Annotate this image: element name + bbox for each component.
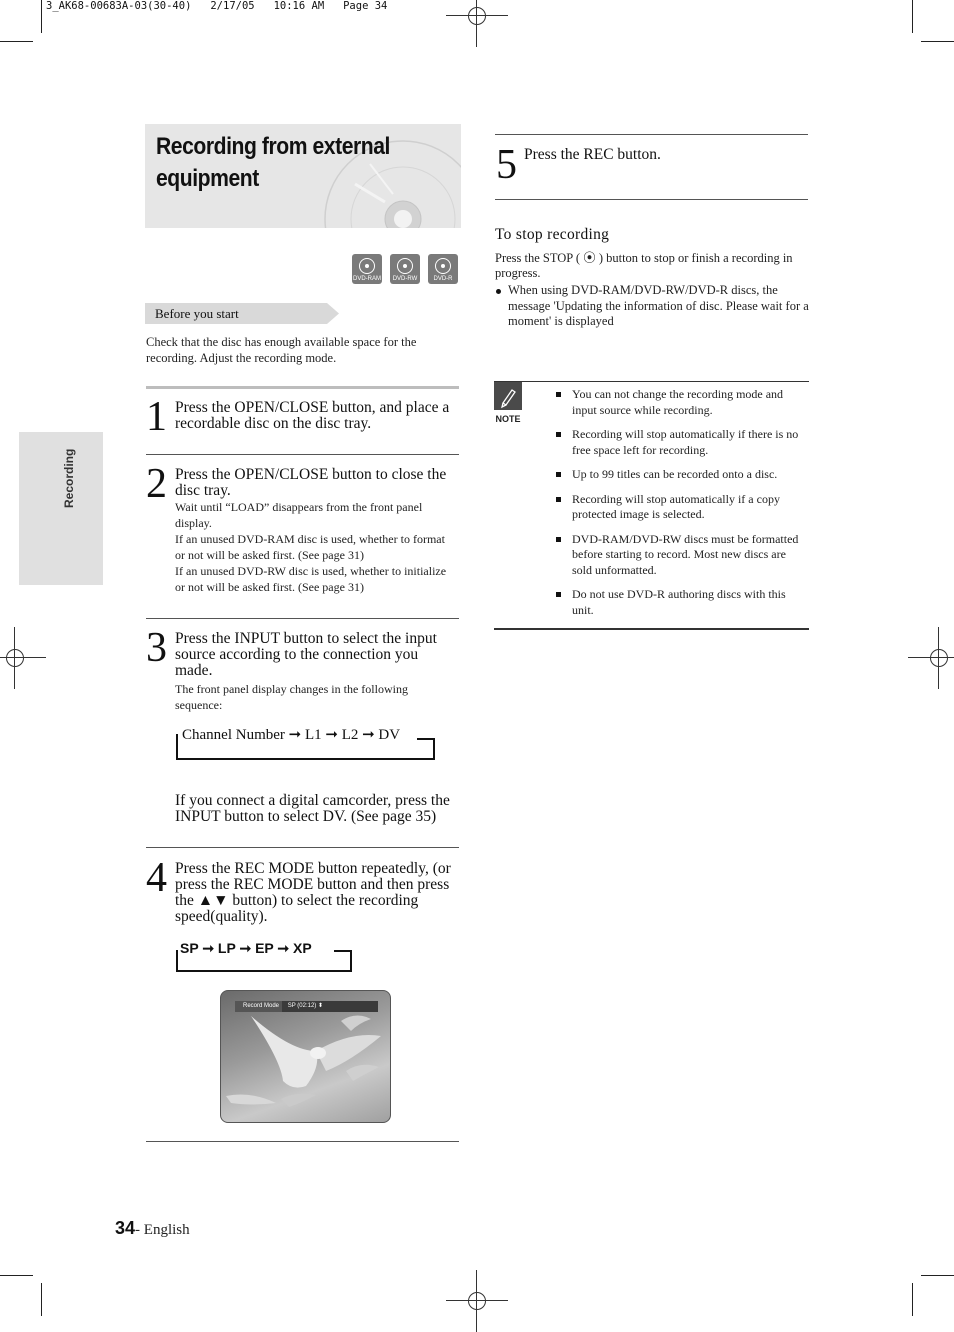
- note-icon: [494, 382, 522, 410]
- side-tab: [19, 432, 103, 585]
- step-body: If an unused DVD-RAM disc is used, whether to format or not will be asked first. (See page 31): [175, 532, 445, 562]
- note-list: [555, 387, 807, 627]
- step-5: [524, 147, 806, 163]
- step-1: [175, 400, 457, 432]
- registration-mark: [460, 1284, 494, 1318]
- tv-screen-thumbnail: [220, 990, 391, 1123]
- step-body: The front panel display changes in the following sequence:: [175, 682, 408, 712]
- crop-mark: [912, 1283, 913, 1316]
- section-divider: [146, 454, 459, 455]
- section-divider: [146, 618, 459, 619]
- step-number: 5: [496, 142, 517, 188]
- note-item: Do not use DVD-R authoring discs with this unit.: [555, 587, 807, 618]
- crop-mark: [0, 1275, 33, 1276]
- step-number: 1: [146, 394, 167, 440]
- dvd-rw-label: DVD-RW: [392, 276, 418, 282]
- note-item: You can not change the recording mode and input source while recording.: [555, 387, 807, 418]
- page-title-line2: equipment: [156, 165, 259, 192]
- note-item: Recording will stop automatically if a copy protected image is selected.: [555, 492, 807, 523]
- step-number: 2: [146, 461, 167, 507]
- note-item: Up to 99 titles can be recorded onto a disc.: [555, 467, 807, 483]
- side-tab-label: Recording: [62, 448, 76, 508]
- stop-recording-bullet: When using DVD-RAM/DVD-RW/DVD-R discs, the message 'Updating the information of disc. Please wait for a moment' is displayed: [508, 283, 809, 328]
- stop-bullet-dot: [496, 289, 501, 294]
- section-divider: [146, 847, 459, 848]
- before-you-start-label: Before you start: [155, 306, 239, 321]
- rec-mode-sequence-text: SP ➞ LP ➞ EP ➞ XP: [178, 939, 316, 957]
- record-mode-osd: [235, 1001, 378, 1012]
- page-number: 34: [115, 1218, 136, 1238]
- crop-mark: [41, 0, 42, 33]
- step-heading: Press the OPEN/CLOSE button to close the disc tray.: [175, 466, 447, 499]
- record-mode-osd-value: SP (02:12) ⬍: [287, 1003, 323, 1009]
- crop-mark: [41, 1283, 42, 1316]
- step-heading: Press the OPEN/CLOSE button, and place a recordable disc on the disc tray.: [175, 399, 450, 432]
- pencil-icon: [494, 382, 522, 410]
- step-4: [175, 861, 457, 925]
- section-divider: [495, 134, 808, 135]
- step-3-extra: If you connect a digital camcorder, press the INPUT button to select DV. (See page 35): [175, 792, 450, 825]
- registration-mark: [0, 641, 32, 675]
- section-divider: [146, 1141, 459, 1142]
- note-bottom-rule: [494, 628, 809, 630]
- step-heading: Press the REC MODE button repeatedly, (or press the REC MODE button and then press the ▲▼ button) to select the recording speed(quality).: [175, 860, 451, 925]
- crop-mark: [0, 41, 33, 42]
- input-sequence-text: Channel Number ➞ L1 ➞ L2 ➞ DV: [180, 726, 404, 744]
- rec-mode-sequence-box-top-right: [334, 950, 350, 952]
- registration-mark: [922, 641, 954, 675]
- note-label: NOTE: [495, 414, 521, 424]
- before-you-start-bar: [145, 303, 339, 324]
- page-title-line1: Recording from external: [156, 133, 390, 160]
- step-3: [175, 631, 457, 713]
- dvd-r-icon: [428, 254, 458, 284]
- section-divider: [146, 386, 459, 389]
- note-item: Recording will stop automatically if there is no free space left for recording.: [555, 427, 807, 458]
- page-language: - English: [135, 1222, 190, 1238]
- dvd-ram-icon: [352, 254, 382, 284]
- dvd-rw-icon: [390, 254, 420, 284]
- input-sequence-box-top-right: [417, 738, 433, 740]
- step-heading: Press the REC button.: [524, 146, 661, 163]
- dvd-ram-label: DVD-RAM: [353, 276, 381, 282]
- step-2: [175, 467, 457, 595]
- registration-mark: [460, 0, 494, 33]
- note-item: DVD-RAM/DVD-RW discs must be formatted before starting to record. Most new discs are sold unformatted.: [555, 532, 807, 579]
- step-body: If an unused DVD-RW disc is used, whether to initialize or not will be asked first. (See page 31): [175, 564, 447, 594]
- title-box: [145, 124, 461, 228]
- crop-mark: [912, 0, 913, 33]
- stop-recording-title: To stop recording: [495, 226, 610, 243]
- crop-mark: [921, 41, 954, 42]
- dvd-r-label: DVD-R: [433, 276, 453, 282]
- section-divider: [495, 199, 808, 200]
- crop-mark: [921, 1275, 954, 1276]
- record-mode-osd-label: Record Mode: [235, 1001, 282, 1012]
- before-you-start-text: Check that the disc has enough available space for the recording. Adjust the recording mode.: [146, 335, 417, 365]
- step-number: 4: [146, 855, 167, 901]
- print-slug: 3_AK68-00683A-03(30-40) 2/17/05 10:16 AM Page 34: [46, 0, 388, 12]
- stop-recording-text: Press the STOP ( ⦿ ) button to stop or finish a recording in progress.: [495, 251, 793, 280]
- page-footer: [115, 1218, 190, 1239]
- step-number: 3: [146, 625, 167, 671]
- step-body: Wait until “LOAD” disappears from the front panel display.: [175, 500, 423, 530]
- note-top-rule: [494, 381, 809, 382]
- step-heading: Press the INPUT button to select the input source according to the connection you made.: [175, 630, 437, 679]
